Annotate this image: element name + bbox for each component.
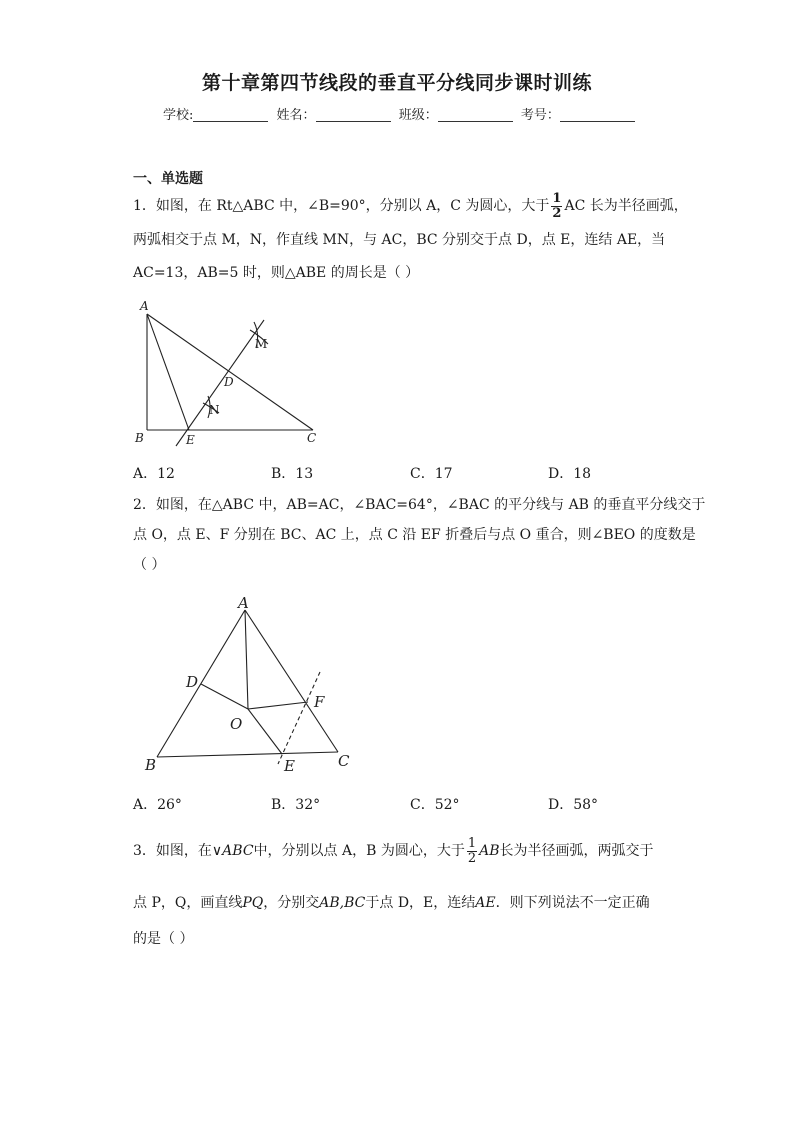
q1-option-c[interactable]: C．17 (410, 466, 453, 482)
segment-AE (147, 314, 189, 430)
line-EF-dashed (278, 672, 320, 764)
segment-AB (157, 610, 245, 757)
label-M: M (255, 337, 268, 351)
school-field[interactable] (193, 107, 268, 122)
label-C: C (338, 752, 350, 770)
student-info-line (163, 104, 639, 123)
q2-line-1: 2．如图，在△ABC 中，AB=AC，∠BAC=64°，∠BAC 的平分线与 AB 的垂直平分线交于 (133, 497, 706, 513)
q1-figure (130, 296, 340, 452)
q1-option-a[interactable]: A．12 (133, 466, 175, 482)
q3-triangle-symbol: ∨ABC (211, 843, 254, 859)
segment-AO (245, 610, 248, 709)
name-field[interactable] (316, 107, 391, 122)
label-A: A (140, 299, 149, 313)
label-E: E (284, 757, 295, 775)
label-N: N (209, 403, 220, 417)
q3-fraction: $\frac{1}{2}$ (467, 835, 477, 866)
label-B: B (135, 431, 144, 445)
q2-option-c[interactable]: C．52° (410, 797, 460, 813)
class-label: 班级： (398, 108, 438, 123)
label-F: F (314, 693, 325, 711)
segment-AC (245, 610, 338, 752)
q1-line-2: 两弧相交于点 M，N，作直线 MN，与 AC，BC 分别交于点 D，点 E，连结 AE，当 (133, 232, 666, 248)
number-label: 考号： (520, 108, 560, 123)
q1-text-1b: AC 长为半径画弧， (564, 198, 688, 214)
label-C: C (307, 431, 317, 445)
label-E: E (186, 433, 195, 447)
q3-line-3: 的是（ ） (133, 931, 194, 947)
q1-option-b[interactable]: B．13 (271, 466, 314, 482)
line-MN (176, 320, 264, 446)
segment-BC (157, 752, 338, 757)
page-title: 第十章第四节线段的垂直平分线同步课时训练 (201, 72, 592, 94)
segment-AC (147, 314, 313, 430)
q1-line-3: AC=13，AB=5 时，则△ABE 的周长是（ ） (133, 265, 420, 281)
label-D: D (186, 673, 199, 691)
q1-line-1 (133, 190, 688, 223)
q3-line-2: 点 P，Q，画直线PQ，分别交AB,BC于点 D，E，连结AE．则下列说法不一定正确 (133, 895, 650, 911)
q2-line-2: 点 O，点 E、F 分别在 BC、AC 上，点 C 沿 EF 折叠后与点 O 重合，则∠BEO 的度数是 (133, 527, 696, 543)
section-heading: 一、单选题 (133, 171, 203, 187)
label-D: D (224, 375, 234, 389)
q1-option-d[interactable]: D．18 (548, 466, 592, 482)
q1-text-1a: 1．如图，在 Rt△ABC 中，∠B=90°，分别以 A，C 为圆心，大于 (133, 198, 550, 214)
name-label: 姓名： (276, 108, 316, 123)
label-B: B (145, 756, 157, 774)
q2-figure (140, 592, 360, 778)
segment-OE (248, 709, 282, 754)
class-field[interactable] (438, 107, 513, 122)
q2-line-3: （ ） (133, 557, 166, 573)
number-field[interactable] (560, 107, 635, 122)
label-A: A (238, 594, 249, 612)
q2-option-a[interactable]: A．26° (133, 797, 182, 813)
segment-DO (201, 684, 248, 709)
q1-fraction: $\frac{1}{2}$ (552, 190, 562, 221)
segment-OF (248, 702, 308, 709)
q2-option-d[interactable]: D．58° (548, 797, 599, 813)
label-O: O (230, 715, 243, 733)
q2-option-b[interactable]: B．32° (271, 797, 321, 813)
q3-line-1: 3．如图，在∨ABC中，分别以点 A，B 为圆心，大于 $\frac{1}{2}$ AB长为半径画弧，两弧交于 (133, 835, 654, 866)
school-label: 学校: (163, 108, 194, 123)
